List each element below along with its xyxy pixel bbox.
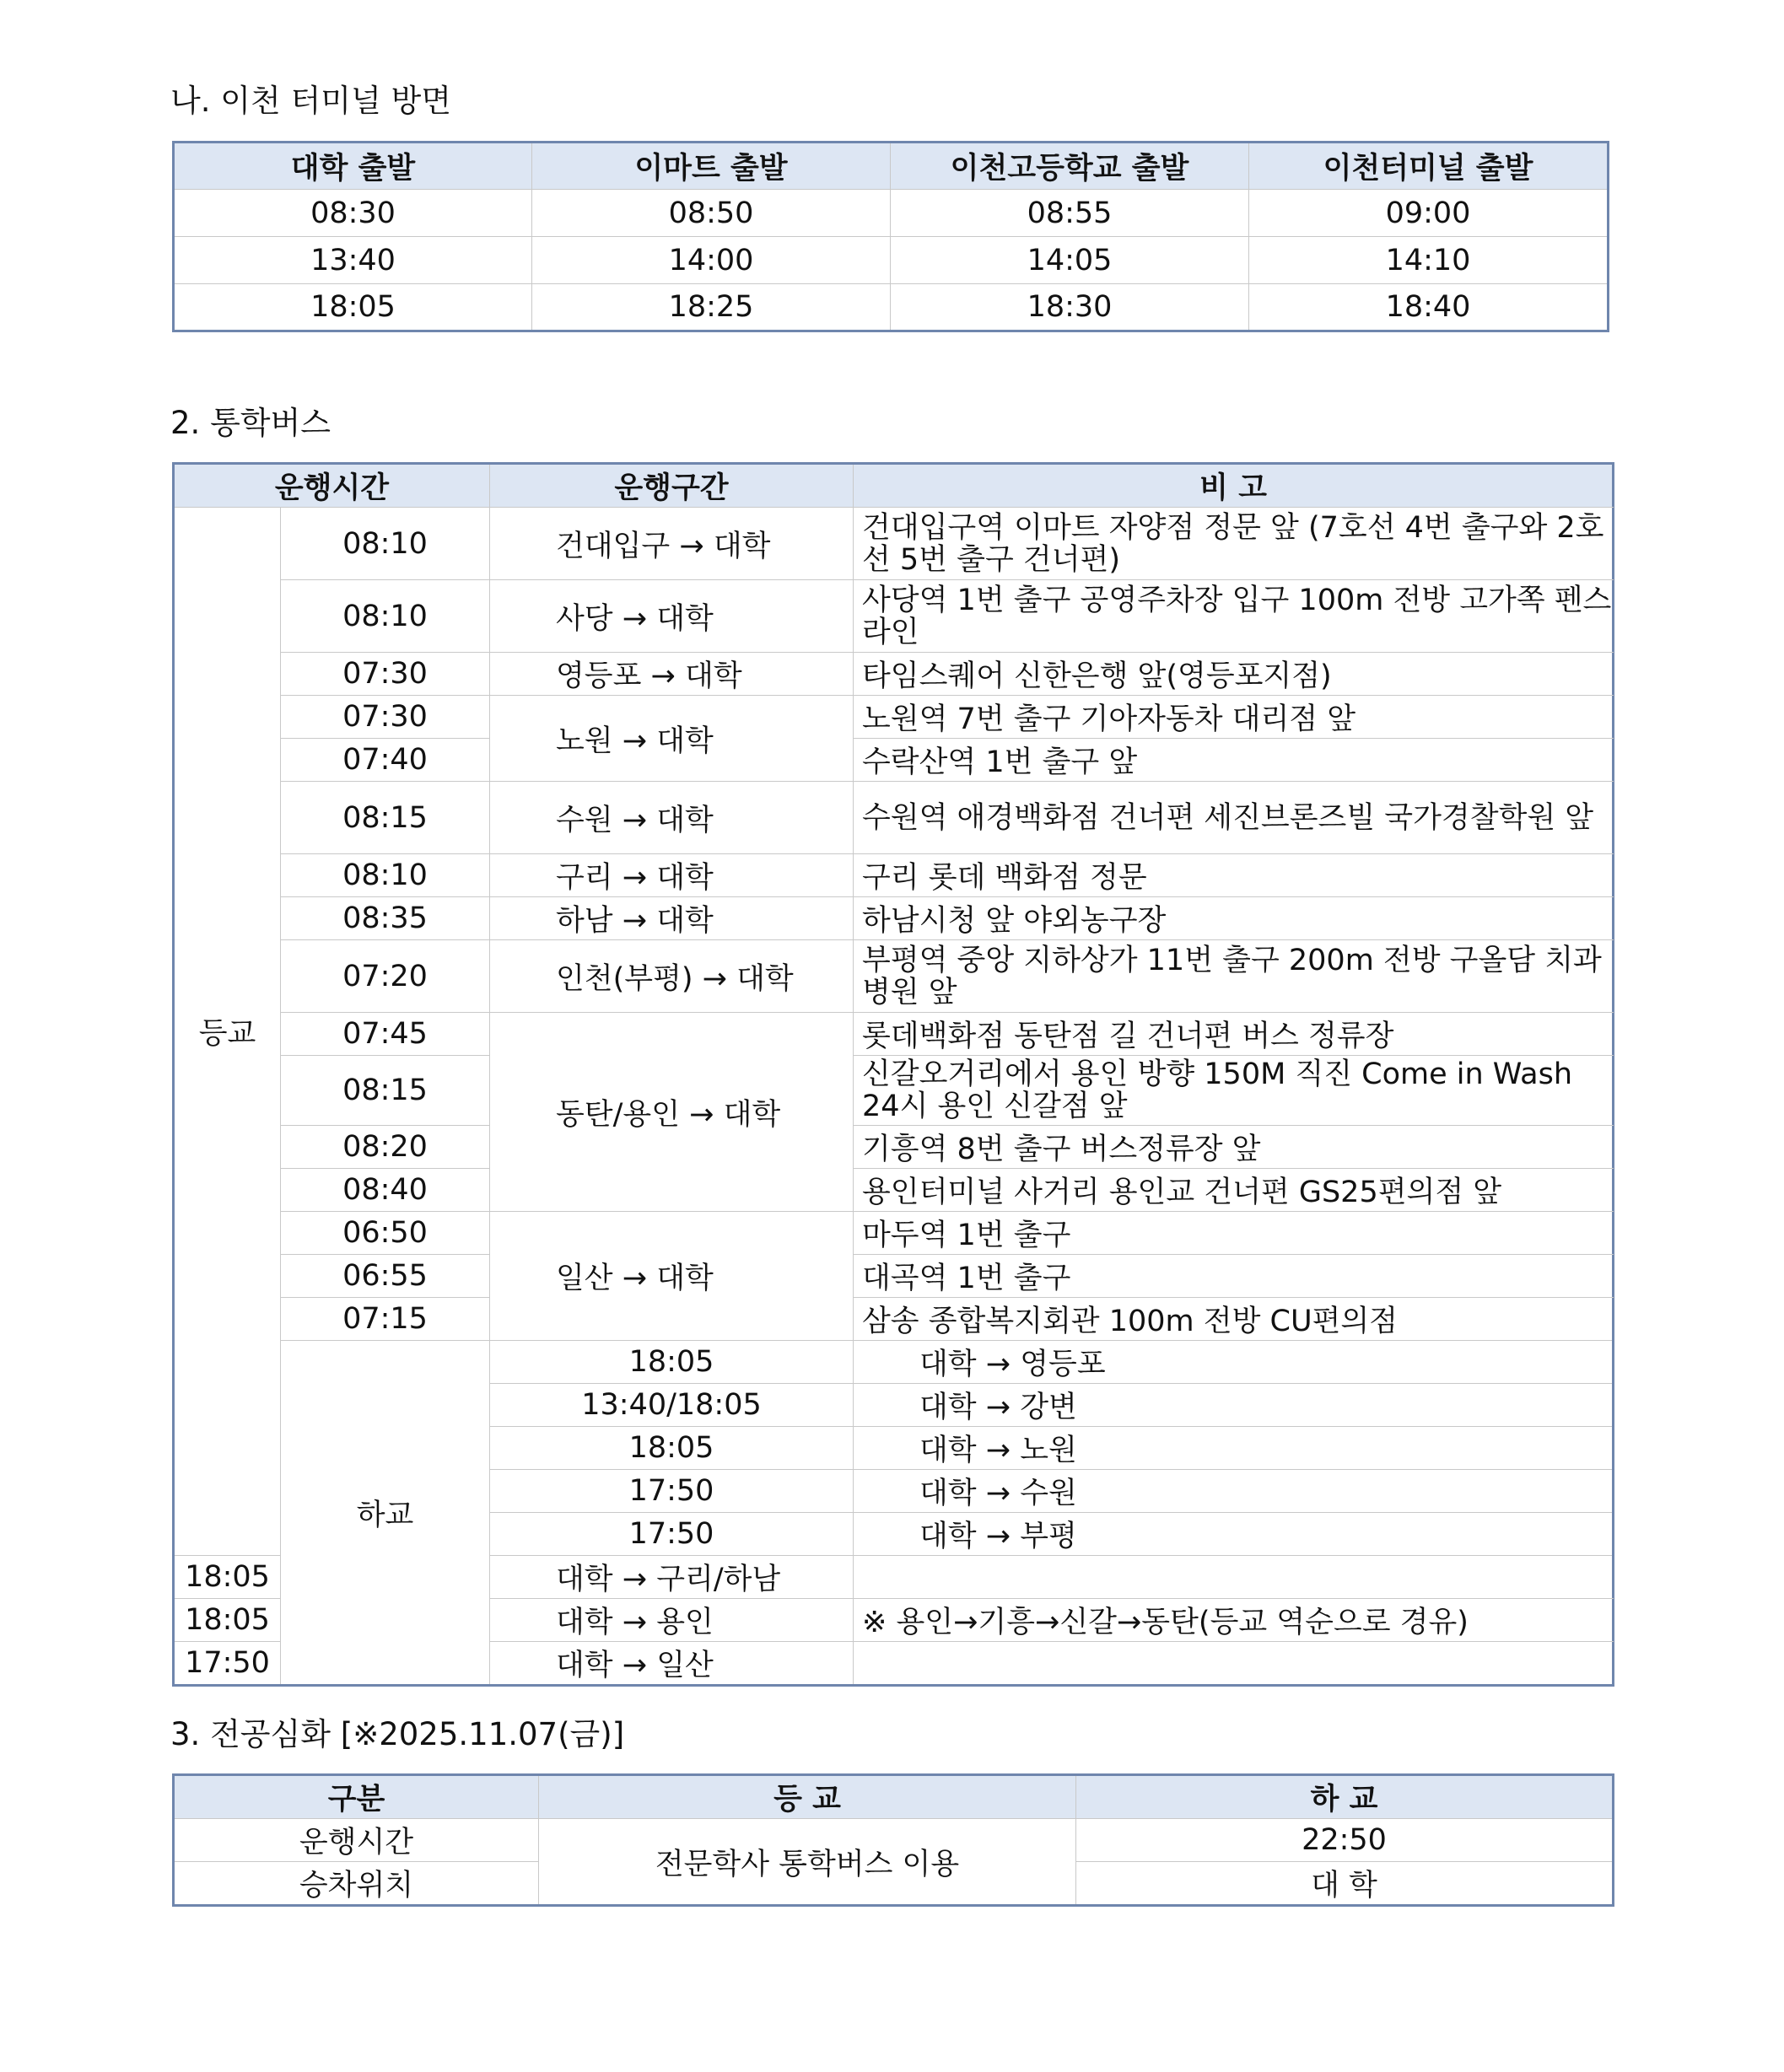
route-cell: 사당 → 대학 <box>490 580 854 653</box>
time-cell: 08:10 <box>281 854 490 897</box>
route-cell: 동탄/용인 → 대학 <box>490 1013 854 1212</box>
advanced-major-table <box>172 1773 1614 1907</box>
route-cell: 인천(부평) → 대학 <box>490 940 854 1013</box>
route-cell: 하남 → 대학 <box>490 897 854 940</box>
note-cell: 하남시청 앞 야외농구장 <box>854 897 1614 940</box>
col-header: 하 교 <box>1076 1775 1614 1819</box>
route-cell: 영등포 → 대학 <box>490 653 854 696</box>
icheon-terminal-table <box>172 141 1609 332</box>
time-cell: 08:20 <box>281 1126 490 1169</box>
route-cell: 구리 → 대학 <box>490 854 854 897</box>
note-cell: 대곡역 1번 출구 <box>854 1255 1614 1298</box>
time-cell: 08:30 <box>174 190 532 237</box>
time-cell: 08:35 <box>281 897 490 940</box>
col-header: 대학 출발 <box>174 143 532 190</box>
table-row <box>174 739 1614 782</box>
table-row <box>174 1056 1614 1126</box>
time-cell: 14:05 <box>891 237 1249 284</box>
note-cell <box>854 1642 1614 1686</box>
table-row <box>174 1819 1614 1862</box>
evening-value: 대 학 <box>1076 1862 1614 1906</box>
table-row <box>174 580 1614 653</box>
note-cell: 삼송 종합복지회관 100m 전방 CU편의점 <box>854 1298 1614 1341</box>
morning-value: 전문학사 통학버스 이용 <box>539 1819 1076 1906</box>
table-row <box>174 696 1614 739</box>
table-row <box>174 237 1609 284</box>
table-row <box>174 1341 1614 1384</box>
route-cell: 대학 → 강변 <box>854 1384 1614 1427</box>
time-cell: 07:15 <box>281 1298 490 1341</box>
note-cell: 신갈오거리에서 용인 방향 150M 직진 Come in Wash 24시 용인 신갈점 앞 <box>854 1056 1614 1126</box>
col-header-note: 비 고 <box>854 464 1614 508</box>
note-cell: 수원역 애경백화점 건너편 세진브론즈빌 국가경찰학원 앞 <box>854 782 1614 854</box>
route-cell: 대학 → 용인 <box>490 1599 854 1642</box>
note-cell: 건대입구역 이마트 자양점 정문 앞 (7호선 4번 출구와 2호선 5번 출구 건너편) <box>854 508 1614 580</box>
commuter-bus-table <box>172 462 1614 1687</box>
col-header: 이마트 출발 <box>532 143 891 190</box>
route-cell: 대학 → 부평 <box>854 1513 1614 1556</box>
note-cell: 타임스퀘어 신한은행 앞(영등포지점) <box>854 653 1614 696</box>
time-cell: 08:55 <box>891 190 1249 237</box>
col-header: 이천고등학교 출발 <box>891 143 1249 190</box>
time-cell: 18:30 <box>891 284 1249 331</box>
col-header: 구분 <box>174 1775 539 1819</box>
time-cell: 14:10 <box>1249 237 1609 284</box>
evening-value: 22:50 <box>1076 1819 1614 1862</box>
note-cell: 수락산역 1번 출구 앞 <box>854 739 1614 782</box>
time-cell: 08:50 <box>532 190 891 237</box>
note-cell <box>854 1556 1614 1599</box>
time-cell: 18:05 <box>174 1599 281 1642</box>
note-cell: 사당역 1번 출구 공영주차장 입구 100m 전방 고가쪽 펜스라인 <box>854 580 1614 653</box>
note-cell: 롯데백화점 동탄점 길 건너편 버스 정류장 <box>854 1013 1614 1056</box>
route-cell: 건대입구 → 대학 <box>490 508 854 580</box>
col-header: 이천터미널 출발 <box>1249 143 1609 190</box>
time-cell: 07:45 <box>281 1013 490 1056</box>
col-header-time: 운행시간 <box>174 464 490 508</box>
time-cell: 07:30 <box>281 696 490 739</box>
time-cell: 13:40/18:05 <box>490 1384 854 1427</box>
table-row <box>174 190 1609 237</box>
time-cell: 18:40 <box>1249 284 1609 331</box>
time-cell: 06:50 <box>281 1212 490 1255</box>
col-header: 등 교 <box>539 1775 1076 1819</box>
note-cell: 부평역 중앙 지하상가 11번 출구 200m 전방 구올담 치과병원 앞 <box>854 940 1614 1013</box>
row-label: 운행시간 <box>174 1819 539 1862</box>
table-row <box>174 1126 1614 1169</box>
time-cell: 08:10 <box>281 508 490 580</box>
route-cell: 수원 → 대학 <box>490 782 854 854</box>
route-cell: 노원 → 대학 <box>490 696 854 782</box>
time-cell: 06:55 <box>281 1255 490 1298</box>
note-cell: ※ 용인→기흥→신갈→동탄(등교 역순으로 경유) <box>854 1599 1614 1642</box>
time-cell: 18:25 <box>532 284 891 331</box>
section-na-title: 나. 이천 터미널 방면 <box>170 83 451 119</box>
table-row <box>174 940 1614 1013</box>
table-row <box>174 1298 1614 1341</box>
table-row <box>174 854 1614 897</box>
time-cell: 18:05 <box>490 1341 854 1384</box>
time-cell: 09:00 <box>1249 190 1609 237</box>
time-cell: 17:50 <box>490 1513 854 1556</box>
group-label-morning: 등교 <box>174 508 281 1556</box>
table-row <box>174 508 1614 580</box>
time-cell: 08:10 <box>281 580 490 653</box>
time-cell: 17:50 <box>490 1470 854 1513</box>
table-row <box>174 782 1614 854</box>
section-2-title: 2. 통학버스 <box>170 405 331 441</box>
table-row <box>174 1255 1614 1298</box>
route-cell: 대학 → 일산 <box>490 1642 854 1686</box>
note-cell: 용인터미널 사거리 용인교 건너편 GS25편의점 앞 <box>854 1169 1614 1212</box>
time-cell: 17:50 <box>174 1642 281 1686</box>
row-label: 승차위치 <box>174 1862 539 1906</box>
table-row <box>174 897 1614 940</box>
time-cell: 07:30 <box>281 653 490 696</box>
table-row <box>174 1013 1614 1056</box>
route-cell: 대학 → 노원 <box>854 1427 1614 1470</box>
note-cell: 마두역 1번 출구 <box>854 1212 1614 1255</box>
route-cell: 대학 → 영등포 <box>854 1341 1614 1384</box>
time-cell: 07:20 <box>281 940 490 1013</box>
route-cell: 대학 → 수원 <box>854 1470 1614 1513</box>
note-cell: 기흥역 8번 출구 버스정류장 앞 <box>854 1126 1614 1169</box>
group-label-evening: 하교 <box>281 1341 490 1686</box>
time-cell: 13:40 <box>174 237 532 284</box>
time-cell: 14:00 <box>532 237 891 284</box>
time-cell: 18:05 <box>174 1556 281 1599</box>
note-cell: 노원역 7번 출구 기아자동차 대리점 앞 <box>854 696 1614 739</box>
time-cell: 08:15 <box>281 782 490 854</box>
col-header-route: 운행구간 <box>490 464 854 508</box>
table-row <box>174 1212 1614 1255</box>
time-cell: 08:15 <box>281 1056 490 1126</box>
route-cell: 일산 → 대학 <box>490 1212 854 1341</box>
table-row <box>174 1169 1614 1212</box>
time-cell: 18:05 <box>174 284 532 331</box>
time-cell: 08:40 <box>281 1169 490 1212</box>
section-3-title: 3. 전공심화 [※2025.11.07(금)] <box>170 1716 625 1752</box>
route-cell: 대학 → 구리/하남 <box>490 1556 854 1599</box>
table-row <box>174 284 1609 331</box>
table-row <box>174 653 1614 696</box>
time-cell: 07:40 <box>281 739 490 782</box>
note-cell: 구리 롯데 백화점 정문 <box>854 854 1614 897</box>
time-cell: 18:05 <box>490 1427 854 1470</box>
